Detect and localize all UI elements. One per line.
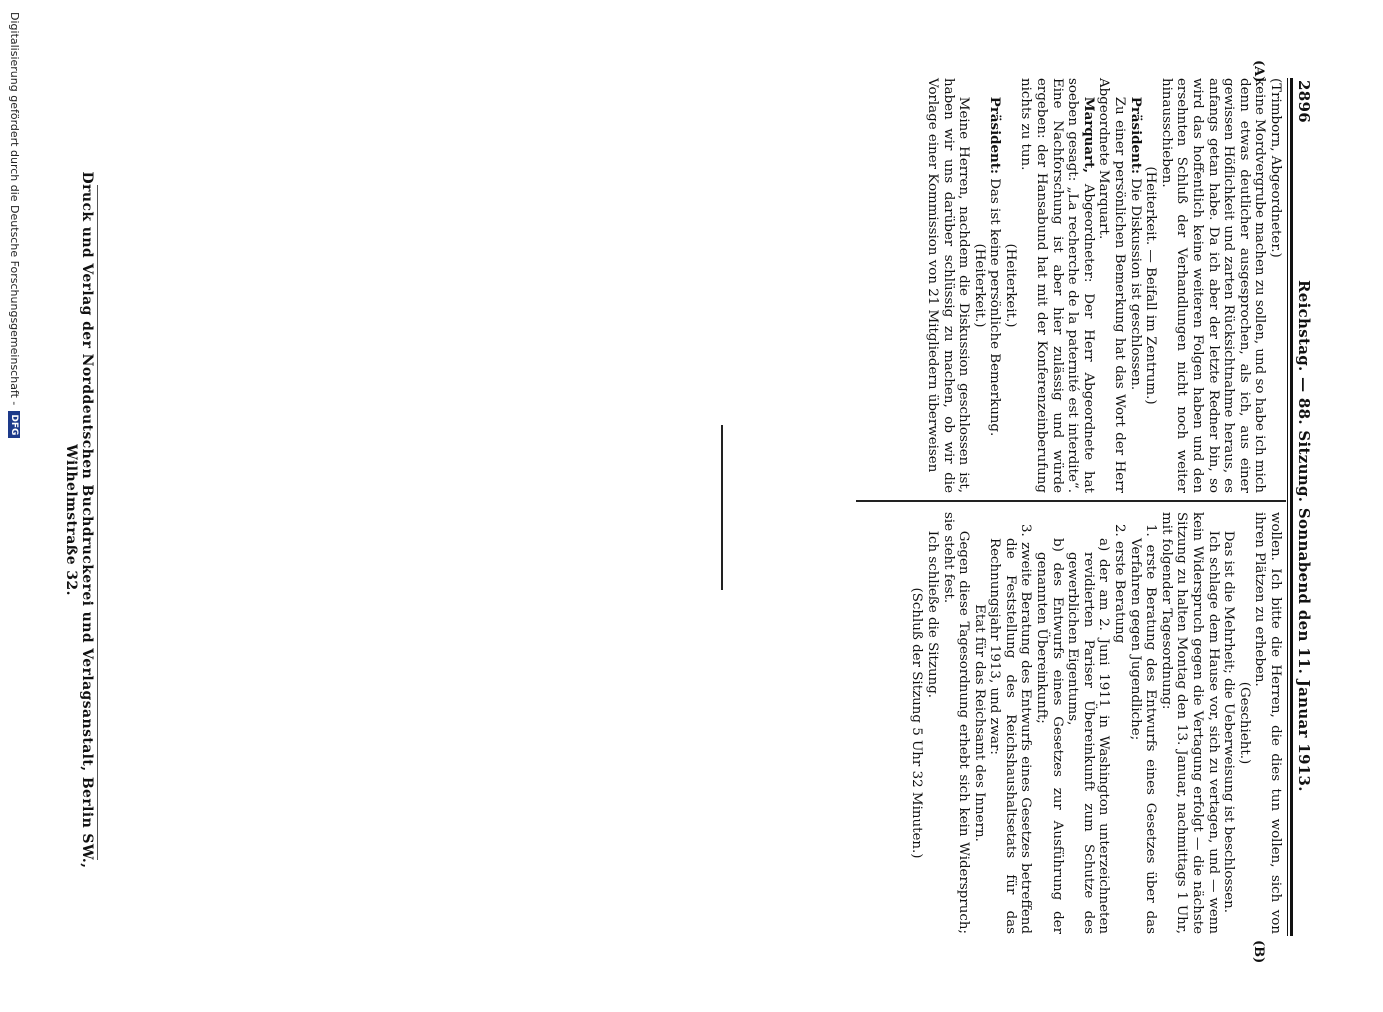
paragraph-text: Ich schlage dem Hause vor, sich zu vertagen, und — wenn kein Widerspruch gegen die Vertagung erfolgt — die nächste Sitzung zu halten Montag den 13. Januar, nachmittags 1 Uhr, mit folgender Tagesordnung:	[1158, 512, 1221, 934]
left-column-paragraph	[1127, 78, 1143, 493]
right-column-paragraph	[924, 512, 940, 934]
right-column-paragraph	[1127, 512, 1158, 934]
right-column-paragraph	[909, 512, 925, 934]
left-column-paragraph	[987, 78, 1003, 493]
right-column-paragraph	[1252, 512, 1283, 934]
paragraph-text: Das ist die Mehrheit; die Ueberweisung ist beschlossen.	[1221, 530, 1237, 914]
right-column-paragraph	[940, 512, 971, 934]
paragraph-text: Etat für das Reichsamt des Innern.	[971, 604, 987, 842]
paragraph-text: Meine Herren, nachdem die Diskussion geschlossen ist, haben wir uns darüber schlüssig zu machen, ob wir die Vorlage einer Kommission von 21 Mitgliedern überweisen	[924, 78, 972, 493]
left-column-paragraph	[924, 78, 971, 493]
paragraph-text: a) der am 2. Juni 1911 in Washington unterzeichneten revidierten Pariser Übereinkunft zum Schutze des gewerblichen Eigentums,	[1065, 538, 1112, 934]
paragraph-text: 3. zweite Beratung des Entwurfs eines Gesetzes betreffend die Feststellung des Reichshaushaltsetats für das Rechnungsjahr 1913, und zwar:	[987, 524, 1034, 934]
paragraph-text: keine Mordvergrube machen zu sollen, und so habe ich mich denn etwas deutlicher ausgesprochen, als ich, aus einer gewissen Höflichkeit und zarten Rücksichtnahme heraus, es anfangs getan habe. Da ich aber der letzte Redner bin, so wird das hoffentlich keine weiteren Folgen haben und den ersehnten Schluß der Verhandlungen nicht noch weiter hinausschieben.	[1158, 78, 1268, 493]
right-column-paragraph	[1111, 512, 1127, 934]
right-column	[909, 512, 1283, 934]
right-column-paragraph	[1158, 512, 1220, 934]
paragraph-text: b) des Entwurfs eines Gesetzes zur Ausführung der genannten Übereinkunft;	[1034, 538, 1065, 934]
paragraph-text: Abgeordneter: Der Herr Abgeordnete hat soeben gesagt: „La recherche de la paternité est interdite“. Eine Nachforschung ist aber hier zulässig und würde ergeben: der Hansabund hat mit der Konferenzeinberufung nichts zu tun.	[1018, 78, 1096, 493]
page-number: 2896	[1295, 80, 1313, 123]
digitization-credit	[8, 0, 21, 1012]
left-column-paragraph	[1267, 78, 1283, 493]
header-rule-thin	[1287, 78, 1288, 936]
right-column-paragraph	[1221, 512, 1237, 934]
end-of-text-rule	[721, 425, 723, 590]
paragraph-text: Ich schließe die Sitzung.	[924, 530, 940, 699]
paragraph-text: Das ist keine persönliche Bemerkung.	[987, 173, 1003, 437]
credit-text: Digitalisierung gefördert durch die Deutsche Forschungsgemeinschaft -	[8, 12, 21, 406]
paragraph-text: wollen. Ich bitte die Herren, die dies tun wollen, sich von ihren Plätzen zu erheben.	[1252, 512, 1283, 934]
column-divider	[856, 500, 1286, 502]
paragraph-text: (Heiterkeit. — Beifall im Zentrum.)	[1143, 166, 1159, 405]
paragraph-text: Die Diskussion ist geschlossen.	[1127, 173, 1143, 391]
running-title: Reichstag. — 88. Sitzung. Sonnabend den 11. Januar 1913.	[1295, 280, 1313, 792]
left-column-paragraph	[971, 78, 987, 493]
paragraph-text: (Trimborn, Abgeordneter.)	[1268, 78, 1283, 258]
left-column	[924, 78, 1283, 493]
header-rule	[1290, 78, 1293, 936]
right-column-paragraph	[971, 512, 987, 934]
speaker-name: Präsident:	[987, 96, 1004, 174]
speaker-name: Präsident:	[1127, 96, 1144, 174]
left-column-paragraph	[1002, 78, 1018, 493]
paragraph-text: (Schluß der Sitzung 5 Uhr 32 Minuten.)	[909, 587, 925, 859]
margin-marker-a: (A)	[1251, 60, 1266, 83]
right-column-paragraph	[1034, 512, 1065, 934]
right-column-paragraph	[1065, 512, 1112, 934]
paragraph-text: (Heiterkeit.)	[971, 243, 987, 328]
speaker-name: Marquart,	[1080, 96, 1097, 173]
left-column-paragraph	[1143, 78, 1159, 493]
dfg-logo: DFG	[9, 411, 21, 438]
left-column-paragraph	[1158, 78, 1267, 493]
paragraph-text: Gegen diese Tagesordnung erhebt sich kein Widerspruch; sie steht fest.	[940, 512, 972, 934]
imprint-rule	[97, 185, 98, 860]
paragraph-text: (Geschieht.)	[1236, 681, 1252, 765]
paragraph-text: (Heiterkeit.)	[1002, 243, 1018, 328]
paragraph-text: 1. erste Beratung des Entwurfs eines Gesetzes über das Verfahren gegen Jugendliche;	[1127, 524, 1159, 934]
left-column-paragraph	[1096, 78, 1127, 493]
printer-imprint: Druck und Verlag der Norddeutschen Buchdruckerei und Verlagsanstalt, Berlin SW., Wilhelmstraße 32.	[63, 171, 95, 869]
left-column-paragraph	[1018, 78, 1096, 493]
right-column-paragraph	[987, 512, 1034, 934]
paragraph-text: 2. erste Beratung	[1112, 524, 1128, 644]
margin-marker-b: (B)	[1251, 940, 1266, 964]
paragraph-text: Zu einer persönlichen Bemerkung hat das Wort der Herr Abgeordnete Marquart.	[1096, 78, 1128, 493]
right-column-paragraph	[1236, 512, 1252, 934]
